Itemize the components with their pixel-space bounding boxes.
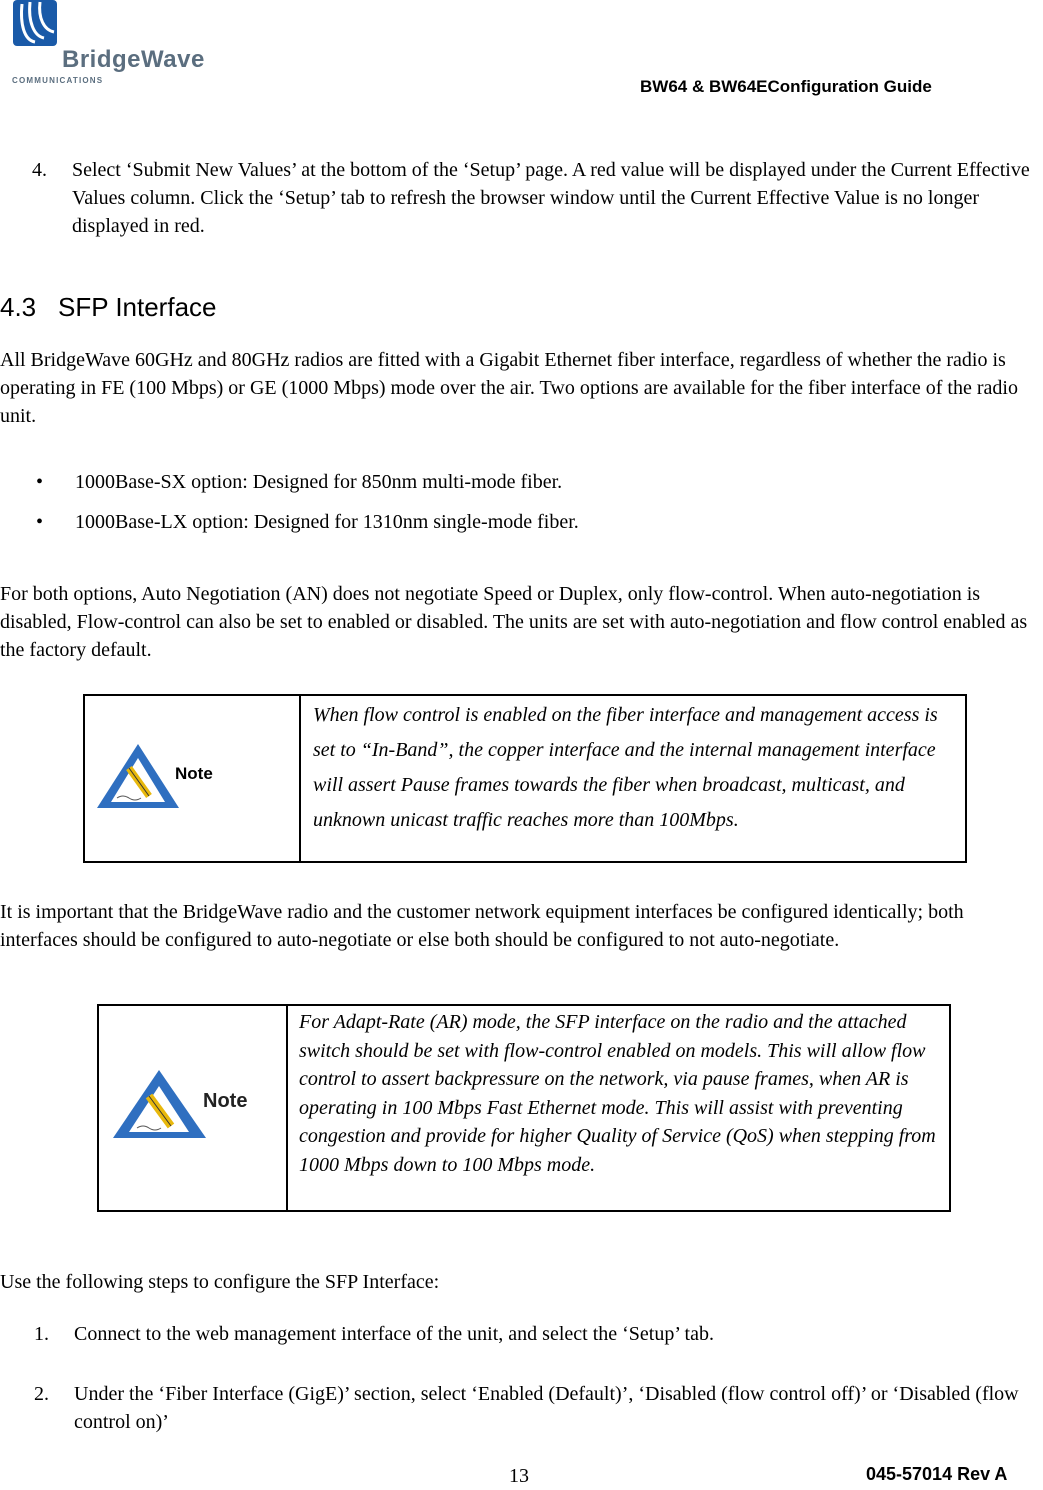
step-text: Connect to the web management interface of the unit, and select the ‘Setup’ tab. (74, 1323, 714, 1345)
configuration-paragraph: It is important that the BridgeWave radio and the customer network equipment interfaces be configured identically; both interfaces should be configured to auto-negotiate or else both should be configured to not auto-negotiate. (0, 901, 964, 951)
bullet-item: 1000Base-SX option: Designed for 850nm multi-mode fiber. (75, 471, 563, 493)
note-divider (299, 696, 301, 861)
note-text: For Adapt-Rate (AR) mode, the SFP interface on the radio and the attached switch should be set with flow-control enabled on models. This will allow flow control to assert backpressure on the network, via pause frames, when AR is operating in 100 Mbps Fast Ethernet mode. This will assist with preventing congestion and provide for higher Quality of Service (QoS) when stepping from 1000 Mbps down to 100 Mbps mode. (299, 1011, 936, 1176)
note-label: Note (175, 764, 213, 783)
steps-intro: Use the following steps to configure the SFP Interface: (0, 1271, 440, 1293)
note-label: Note (203, 1090, 248, 1112)
note-box (97, 1004, 951, 1212)
bullet-dot-icon: • (36, 471, 44, 493)
section-heading (0, 292, 217, 323)
step-number: 2. (34, 1383, 49, 1405)
logo-subtitle: COMMUNICATIONS (12, 76, 104, 85)
step-text: Select ‘Submit New Values’ at the bottom of the ‘Setup’ page. A red value will be displayed under the Current Effective Values column. Click the ‘Setup’ tab to refresh the browser window until the Current Effective Value is no longer displayed in red. (72, 159, 1030, 237)
note-text: When flow control is enabled on the fiber interface and management access is set to “In-Band”, the copper interface and the internal management interface will assert Pause frames towards the fiber when broadcast, multicast, and unknown unicast traffic reaches more than 100Mbps. (313, 704, 938, 831)
step-number: 4. (32, 159, 47, 181)
section-number: 4.3 (0, 292, 37, 322)
note-divider (286, 1006, 288, 1210)
logo-wordmark: BridgeWave (62, 46, 205, 73)
step-number: 1. (34, 1323, 49, 1345)
section-title: SFP Interface (58, 292, 217, 322)
intro-paragraph: All BridgeWave 60GHz and 80GHz radios are fitted with a Gigabit Ethernet fiber interface, regardless of whether the radio is operating in FE (100 Mbps) or GE (1000 Mbps) mode over the air. Two options are available for the fiber interface of the radio unit. (0, 349, 1018, 427)
auto-negotiation-paragraph: For both options, Auto Negotiation (AN) does not negotiate Speed or Duplex, only flow-control. When auto-negotiation is disabled, Flow-control can also be set to enabled or disabled. The units are set with auto-negotiation and flow control enabled as the factory default. (0, 583, 1028, 661)
document-title: BW64 & BW64EConfiguration Guide (640, 77, 932, 96)
step-text: Under the ‘Fiber Interface (GigE)’ section, select ‘Enabled (Default)’, ‘Disabled (flow control off)’ or ‘Disabled (flow control on)’ (74, 1383, 1019, 1433)
note-icon (111, 1066, 261, 1146)
note-icon (95, 740, 215, 810)
page-number: 13 (509, 1465, 529, 1487)
document-revision: 045-57014 Rev A (866, 1464, 1008, 1484)
bullet-dot-icon: • (36, 511, 44, 533)
logo-mark-icon (10, 0, 65, 52)
bullet-item: 1000Base-LX option: Designed for 1310nm single-mode fiber. (75, 511, 579, 533)
note-box (83, 694, 967, 863)
